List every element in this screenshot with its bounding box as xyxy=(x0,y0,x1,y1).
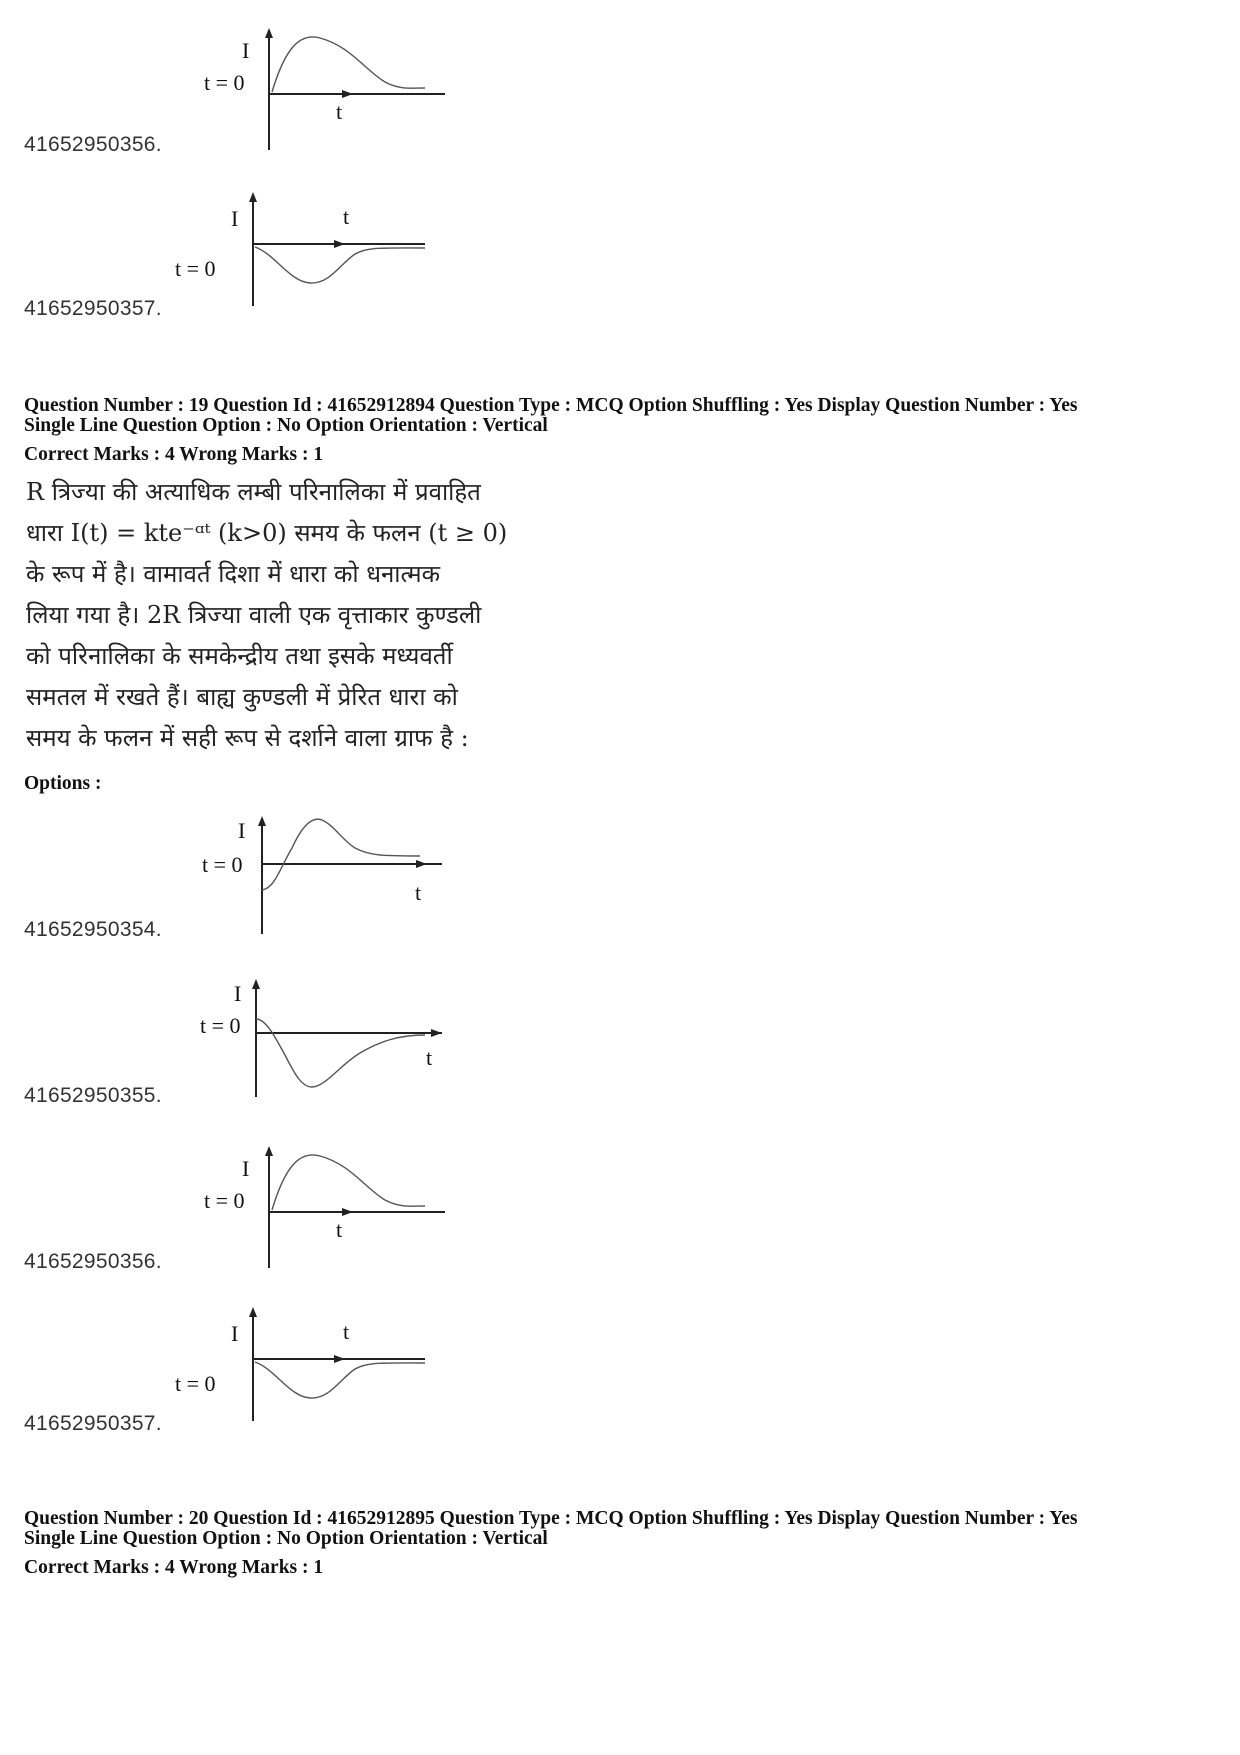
origin-label: t = 0 xyxy=(202,852,243,877)
origin-label: t = 0 xyxy=(175,1371,216,1396)
option-id: 41652950356. xyxy=(24,1250,162,1273)
current-axis-label: I xyxy=(231,1321,239,1346)
question-meta-line1: Question Number : 19 Question Id : 41652912894 Question Type : MCQ Option Shuffling : Yes Display Question Number : Yes xyxy=(24,395,1078,416)
option-graph-negative-dip xyxy=(175,1305,435,1425)
current-axis-label: I xyxy=(242,1156,250,1181)
time-axis-label: t xyxy=(415,880,422,905)
question-text-line: को परिनालिका के समकेन्द्रीय तथा इसके मध्यवर्ती xyxy=(26,642,453,670)
current-axis-label: I xyxy=(231,206,239,231)
marks-line: Correct Marks : 4 Wrong Marks : 1 xyxy=(24,444,324,465)
current-axis-label: I xyxy=(238,818,246,843)
option-graph-positive-pulse xyxy=(180,22,440,152)
question-text-line: के रूप में है। वामावर्त दिशा में धारा को धनात्मक xyxy=(26,560,441,588)
time-axis-label: t xyxy=(343,204,350,229)
current-axis-label: I xyxy=(234,981,242,1006)
origin-label: t = 0 xyxy=(204,1188,245,1213)
question-text-line: समय के फलन में सही रूप से दर्शाने वाला ग्राफ है : xyxy=(26,724,469,752)
question-meta-line1: Question Number : 20 Question Id : 41652912895 Question Type : MCQ Option Shuffling : Yes Display Question Number : Yes xyxy=(24,1508,1078,1529)
option-id: 41652950355. xyxy=(24,1084,162,1107)
options-label: Options : xyxy=(24,773,102,794)
time-axis-label: t xyxy=(343,1319,350,1344)
origin-label: t = 0 xyxy=(204,70,245,95)
question-meta-line2: Single Line Question Option : No Option Orientation : Vertical xyxy=(24,415,548,436)
question-text-line: R त्रिज्या की अत्याधिक लम्बी परिनालिका में प्रवाहित xyxy=(26,478,481,506)
option-id: 41652950356. xyxy=(24,133,162,156)
origin-label: t = 0 xyxy=(175,256,216,281)
time-axis-label: t xyxy=(336,1217,343,1242)
marks-line: Correct Marks : 4 Wrong Marks : 1 xyxy=(24,1557,324,1578)
question-meta-line2: Single Line Question Option : No Option Orientation : Vertical xyxy=(24,1528,548,1549)
option-graph-negative-dip xyxy=(175,190,435,310)
option-id: 41652950354. xyxy=(24,918,162,941)
question-text-line: लिया गया है। 2R त्रिज्या वाली एक वृत्ताकार कुण्डली xyxy=(26,601,482,629)
current-axis-label: I xyxy=(242,38,250,63)
question-text-line: समतल में रखते हैं। बाह्य कुण्डली में प्रेरित धारा को xyxy=(26,683,458,711)
time-axis-label: t xyxy=(426,1045,433,1070)
question-text-line: धारा I(t) = kte⁻ᵅᵗ (k>0) समय के फलन (t ≥ 0) xyxy=(26,519,508,547)
option-graph-negative-then-positive xyxy=(180,808,450,938)
option-graph-positive-pulse xyxy=(180,1140,440,1270)
option-graph-positive-then-negative xyxy=(180,975,450,1105)
question-text xyxy=(26,472,546,759)
origin-label: t = 0 xyxy=(200,1013,241,1038)
option-id: 41652950357. xyxy=(24,1412,162,1435)
option-id: 41652950357. xyxy=(24,297,162,320)
time-axis-label: t xyxy=(336,99,343,124)
